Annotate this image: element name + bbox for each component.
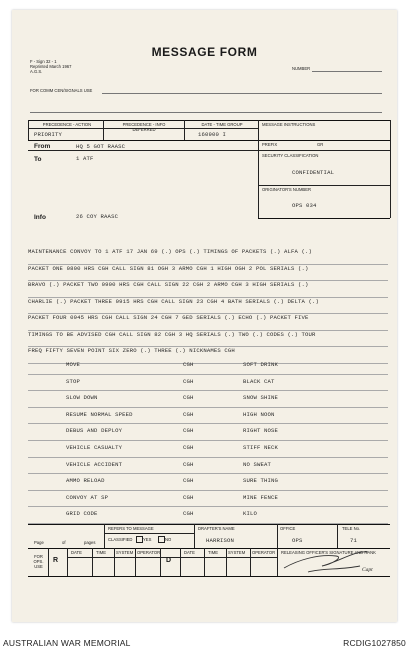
code-table [28, 358, 388, 524]
header-top-rule [28, 120, 390, 121]
for-ops-label: FOR OPS. USE [33, 554, 44, 569]
code-word: SNOW SHINE [243, 394, 279, 402]
drafter-value: HARRISON [206, 537, 235, 544]
header-bottom-rule [28, 140, 390, 141]
officer-rank: Capt [362, 567, 373, 573]
form-title: MESSAGE FORM [151, 45, 258, 59]
table-row [28, 358, 388, 375]
prefix-rule [258, 150, 390, 151]
code-action: CONVOY AT SP [66, 493, 109, 501]
d-label: D [166, 557, 172, 564]
message-instructions-label: MESSAGE INSTRUCTIONS [262, 122, 316, 127]
code-sep: CGH [183, 394, 194, 402]
table-row [28, 491, 388, 508]
drafter-label: DRAFTER'S NAME [198, 526, 235, 531]
d-system-label: SYSTEM [228, 550, 246, 555]
body-line: PACKET FOUR 0945 HRS CGH CALL SIGN 24 CGH 7 GED SERIALS (.) ECHO (.) PACKET FIVE [28, 314, 388, 331]
releasing-label: RELEASING OFFICER'S SIGNATURE AND RANK [281, 550, 376, 555]
from-label: From [34, 143, 51, 150]
precedence-action-value: PRIORITY [34, 131, 63, 138]
code-word: KILO [243, 510, 258, 518]
code-word: SURE THING [243, 477, 279, 485]
code-action: VEHICLE CASUALTY [66, 443, 123, 451]
body-line: TIMINGS TO BE ADVISED CGH CALL SIGN 82 CGH 3 HQ SERIALS (.) TWO (.) CODES (.) TOUR [28, 331, 388, 348]
ops-div-1 [48, 548, 49, 576]
info-value: 26 COY RAASC [76, 213, 119, 220]
security-label: SECURITY CLASSIFICATION [262, 153, 319, 158]
ops-div-7 [180, 548, 181, 576]
code-sep: CGH [183, 361, 194, 368]
r-time-label: TIME [96, 550, 107, 555]
header-left-edge [28, 120, 29, 140]
ops-div-6 [160, 548, 161, 576]
code-sep: CGH [183, 460, 194, 468]
ops-div-8 [204, 548, 205, 576]
header-right-edge [390, 120, 391, 140]
dtg-value: 160900 I [198, 131, 227, 138]
header-div-2 [184, 120, 185, 140]
to-label: To [34, 156, 42, 163]
code-action: AMMO RELOAD [66, 477, 105, 485]
code-word: HIGH NOON [243, 410, 275, 418]
gr-label: GR [317, 142, 324, 147]
page-label: Page [34, 540, 44, 545]
number-line [312, 71, 382, 72]
info-label: Info [34, 214, 46, 221]
bottom-top-rule [28, 524, 390, 525]
code-sep: CGH [183, 493, 194, 501]
table-row [28, 408, 388, 425]
table-row [28, 391, 388, 408]
ops-div-2 [67, 548, 68, 576]
table-row [28, 424, 388, 441]
body-line: BRAVO (.) PACKET TWO 0900 HRS CGH CALL SIGN 22 CGH 2 ARMO CGH 3 HIGH SERIALS (.) [28, 281, 388, 298]
classified-label: CLASSIFIED [108, 537, 133, 542]
code-word: BLACK CAT [243, 377, 275, 385]
ops-div-10 [250, 548, 251, 576]
ops-div-3 [92, 548, 93, 576]
originator-label: ORIGINATOR'S NUMBER [262, 187, 312, 192]
code-action: VEHICLE ACCIDENT [66, 460, 123, 468]
code-action: MOVE [66, 361, 81, 368]
body-line: FREQ FIFTY SEVEN POINT SIX ZERO (.) THREE (.) NICKNAMES CGH [28, 347, 388, 364]
bottom-div-refers [104, 524, 105, 548]
dtg-label: DATE - TIME GROUP [201, 122, 243, 127]
ops-label-rule [67, 557, 277, 558]
code-word: STIFF NECK [243, 443, 279, 451]
code-word: RIGHT NOSE [243, 427, 279, 435]
form-ref-line-3: A.G.S. [30, 69, 43, 74]
message-form-sheet [12, 10, 397, 622]
tele-value: 71 [350, 537, 358, 544]
body-line: CHARLIE (.) PACKET THREE 0915 HRS CGH CALL SIGN 23 CGH 4 BATH SERIALS (.) DELTA (.) [28, 298, 388, 315]
d-time-label: TIME [208, 550, 219, 555]
ops-div-4 [114, 548, 115, 576]
originator-value: OPS 034 [292, 202, 317, 209]
security-value: CONFIDENTIAL [292, 169, 335, 176]
ops-div-5 [135, 548, 136, 576]
security-rule [258, 185, 390, 186]
of-label: of [62, 540, 66, 545]
code-action: SLOW DOWN [66, 394, 98, 402]
classified-yes-checkbox[interactable] [136, 536, 143, 543]
r-label: R [53, 557, 59, 564]
pages-label: pages [84, 540, 96, 545]
d-operator-label: OPERATOR [252, 550, 276, 555]
deferred-label: DEFERRED [132, 127, 156, 132]
code-sep: CGH [183, 477, 194, 485]
header-div-1 [103, 120, 104, 140]
for-comm-line-2 [30, 112, 382, 113]
for-comm-line [102, 93, 382, 94]
classified-no-checkbox[interactable] [158, 536, 165, 543]
office-label: OFFICE [280, 526, 296, 531]
bottom-div-drafter [194, 524, 195, 548]
routing-divider [258, 140, 259, 218]
d-date-label: DATE [184, 550, 195, 555]
prefix-label: PREFIX [262, 142, 278, 147]
routing-right-edge [390, 140, 391, 218]
footer-left: AUSTRALIAN WAR MEMORIAL [3, 638, 131, 648]
code-word: SOFT DRINK [243, 361, 279, 368]
originator-rule [258, 218, 390, 219]
from-rule [28, 150, 258, 151]
to-value: 1 ATF [76, 155, 94, 162]
header-div-3 [258, 120, 259, 140]
no-label: NO [165, 537, 172, 542]
for-comm-label: FOR COMM CEN/SIGNALS USE [30, 88, 93, 93]
form-ref-line-2: Reprinted March 1967 [30, 64, 72, 69]
r-operator-label: OPERATOR [137, 550, 161, 555]
r-system-label: SYSTEM [116, 550, 134, 555]
ops-div-9 [226, 548, 227, 576]
number-label: NUMBER [292, 66, 311, 71]
code-word: MINE FENCE [243, 493, 279, 501]
code-action: GRID CODE [66, 510, 98, 518]
precedence-info-label: PRECEDENCE - INFO [122, 122, 166, 127]
office-value: OPS [292, 537, 303, 544]
refers-rule [104, 533, 194, 534]
table-row [28, 375, 388, 392]
table-row [28, 441, 388, 458]
code-sep: CGH [183, 510, 194, 518]
message-body [28, 248, 388, 364]
code-sep: CGH [183, 410, 194, 418]
table-row [28, 474, 388, 491]
code-action: RESUME NORMAL SPEED [66, 410, 133, 418]
body-line: PACKET ONE 0800 HRS CGH CALL SIGN 81 OGH 3 ARMO CGH 1 HIGH OGH 2 POL SERIALS (.) [28, 265, 388, 282]
code-sep: CGH [183, 443, 194, 451]
refers-label: REFERS TO MESSAGE [108, 526, 154, 531]
code-sep: CGH [183, 377, 194, 385]
footer-right: RCDIG1027850 [343, 638, 406, 648]
code-word: NO SWEAT [243, 460, 272, 468]
code-action: DEBUS AND DEPLOY [66, 427, 123, 435]
form-ref-line-1: F - Sign 32 - 1 [30, 59, 57, 64]
bottom-end-rule [28, 576, 390, 577]
yes-label: YES [143, 537, 152, 542]
table-row [28, 458, 388, 475]
code-action: STOP [66, 377, 81, 385]
table-row [28, 507, 388, 524]
tele-label: TELE No. [342, 526, 361, 531]
precedence-action-label: PRECEDENCE - ACTION [42, 122, 92, 127]
r-date-label: DATE [71, 550, 82, 555]
code-sep: CGH [183, 427, 194, 435]
from-value: HQ 5 GOT RAASC [76, 143, 126, 150]
body-line: MAINTENANCE CONVOY TO 1 ATF 17 JAN 69 (.) OPS (.) TIMINGS OF PACKETS (.) ALFA (.) [28, 248, 388, 265]
